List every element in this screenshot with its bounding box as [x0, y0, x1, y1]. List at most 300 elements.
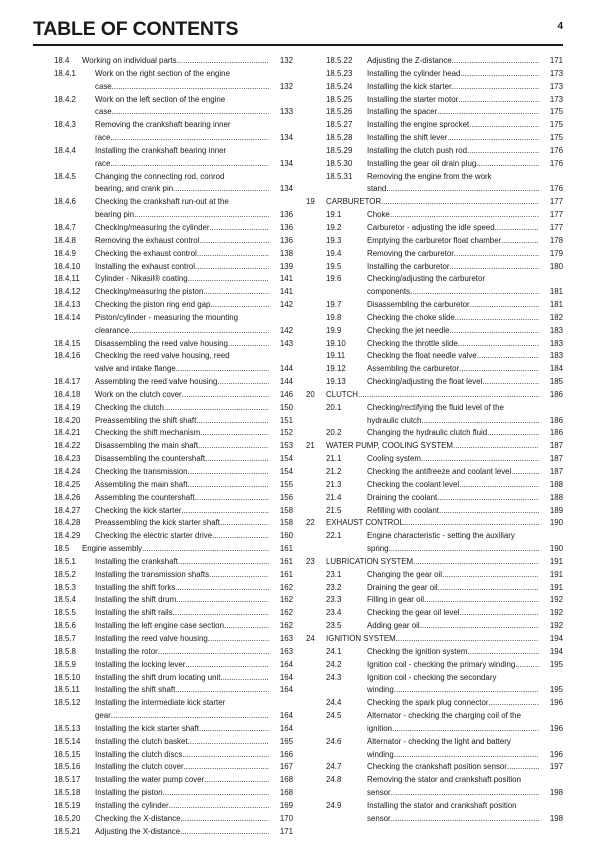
toc-entry[interactable]	[54, 569, 293, 582]
toc-entry[interactable]	[54, 826, 293, 839]
toc-entry[interactable]	[306, 235, 563, 248]
toc-entry[interactable]	[54, 479, 293, 492]
toc-entry-title: Choke	[367, 210, 390, 220]
toc-entry[interactable]	[54, 697, 293, 723]
toc-entry-page: 151	[279, 415, 293, 425]
toc-entry-page: 153	[279, 441, 293, 451]
toc-dot-leader	[437, 492, 539, 505]
toc-entry[interactable]	[54, 68, 293, 94]
toc-entry-title: Installing the intermediate kick starter	[95, 698, 226, 708]
toc-entry-page: 177	[549, 222, 563, 232]
toc-entry[interactable]	[306, 402, 563, 428]
toc-entry-title: EXHAUST CONTROL	[326, 518, 404, 528]
toc-entry[interactable]	[54, 672, 293, 685]
toc-entry-page: 187	[549, 441, 563, 451]
toc-dot-leader	[158, 646, 269, 659]
toc-entry-page: 171	[549, 56, 563, 65]
toc-entry-number: 24.7	[326, 762, 342, 772]
toc-entry-page: 136	[279, 235, 293, 245]
toc-entry-title: case	[95, 107, 112, 117]
toc-entry[interactable]	[54, 171, 293, 197]
toc-entry-number: 18.5.2	[54, 569, 76, 579]
toc-entry-title: Installing the clutch discs	[95, 749, 183, 759]
toc-entry[interactable]	[306, 582, 563, 595]
toc-entry-page: 133	[279, 107, 293, 117]
toc-entry-page: 141	[279, 274, 293, 284]
toc-entry[interactable]	[306, 427, 563, 440]
toc-entry-number: 18.4.24	[54, 467, 81, 476]
toc-entry[interactable]	[54, 119, 293, 145]
toc-entry[interactable]	[306, 800, 563, 826]
toc-entry[interactable]	[54, 389, 293, 402]
toc-dot-leader	[489, 697, 540, 710]
toc-entry[interactable]	[306, 106, 563, 119]
toc-entry[interactable]	[306, 517, 563, 530]
toc-entry[interactable]	[54, 145, 293, 171]
toc-entry[interactable]	[306, 171, 563, 197]
toc-entry[interactable]	[54, 440, 293, 453]
toc-entry-page: 146	[279, 389, 293, 399]
toc-entry-number: 23.2	[326, 582, 342, 592]
toc-entry[interactable]	[306, 132, 563, 145]
toc-entry-page: 170	[279, 813, 293, 823]
toc-entry[interactable]	[306, 273, 563, 299]
toc-entry[interactable]	[306, 569, 563, 582]
toc-entry-title: Installing the crankshaft bearing inner	[95, 145, 227, 155]
toc-dot-leader	[391, 813, 539, 826]
toc-entry-number: 18.5.17	[54, 775, 81, 785]
toc-entry[interactable]	[306, 672, 563, 698]
toc-entry-title: Engine characteristic - setting the auxiliary	[367, 531, 515, 541]
toc-entry-title: WATER PUMP, COOLING SYSTEM	[326, 441, 453, 451]
toc-entry[interactable]	[306, 505, 563, 518]
toc-entry-title: Installing the clutch cover	[95, 762, 184, 772]
toc-entry[interactable]	[306, 312, 563, 325]
toc-entry[interactable]	[54, 607, 293, 620]
toc-entry-page: 190	[549, 544, 563, 554]
toc-entry[interactable]	[306, 158, 563, 171]
toc-entry-title: Work on the clutch cover	[95, 389, 182, 399]
toc-entry[interactable]	[306, 761, 563, 774]
toc-entry-number: 18.5.26	[326, 107, 353, 117]
toc-dot-leader	[386, 183, 539, 196]
toc-entry[interactable]	[54, 813, 293, 826]
toc-entry-number: 19.1	[326, 210, 342, 220]
toc-dot-leader	[111, 710, 269, 723]
toc-entry-page: 194	[549, 633, 563, 643]
toc-entry[interactable]	[306, 466, 563, 479]
toc-entry-title: Cooling system	[367, 454, 421, 464]
toc-entry[interactable]	[306, 620, 563, 633]
toc-entry[interactable]	[54, 505, 293, 518]
toc-entry-title: Checking the choke slide	[367, 312, 455, 322]
toc-entry-number: 19.5	[326, 261, 342, 271]
toc-entry-title: Checking the ignition system	[367, 646, 468, 656]
toc-entry-number: 20.1	[326, 402, 342, 412]
toc-entry[interactable]	[54, 761, 293, 774]
page-header	[33, 18, 563, 44]
toc-entry[interactable]	[306, 774, 563, 800]
toc-entry[interactable]	[306, 492, 563, 505]
toc-entry-title: Checking/measuring the cylinder	[95, 222, 210, 232]
toc-entry-title: Assembling the reed valve housing	[95, 377, 218, 387]
toc-entry-number: 18.5.5	[54, 608, 76, 618]
toc-entry-page: 164	[279, 659, 293, 669]
toc-entry[interactable]	[306, 440, 563, 453]
toc-entry[interactable]	[54, 338, 293, 351]
toc-entry[interactable]	[54, 94, 293, 120]
toc-entry-title: Installing the kick starter shaft	[95, 723, 199, 733]
toc-entry-page: 195	[549, 685, 563, 695]
toc-entry-page: 167	[279, 762, 293, 772]
toc-entry[interactable]	[306, 633, 563, 646]
toc-entry-title: sensor	[367, 788, 391, 798]
toc-entry[interactable]	[306, 248, 563, 261]
toc-entry[interactable]	[306, 363, 563, 376]
toc-entry-page: 152	[279, 428, 293, 438]
toc-entry[interactable]	[306, 338, 563, 351]
toc-entry[interactable]	[306, 55, 563, 68]
toc-entry[interactable]	[306, 94, 563, 107]
toc-entry[interactable]	[54, 273, 293, 286]
toc-entry-page: 138	[279, 248, 293, 258]
toc-entry[interactable]	[54, 774, 293, 787]
toc-entry-page: 188	[549, 492, 563, 502]
toc-entry-number: 19.7	[326, 300, 342, 310]
toc-entry-page: 178	[549, 235, 563, 245]
toc-entry-page: 161	[279, 556, 293, 566]
toc-entry-page: 176	[549, 158, 563, 168]
toc-entry-page: 197	[549, 762, 563, 772]
toc-entry-number: 19.3	[326, 235, 342, 245]
toc-entry[interactable]	[54, 196, 293, 222]
toc-entry[interactable]	[54, 312, 293, 338]
toc-entry-title: Installing the shift lever	[367, 133, 448, 143]
toc-entry-number: 18.5.12	[54, 698, 81, 708]
toc-entry-page: 191	[549, 556, 563, 566]
toc-entry-title: Installing the rotor	[95, 646, 158, 656]
toc-entry[interactable]	[54, 427, 293, 440]
toc-entry-title: Checking the crankshaft run-out at the	[95, 197, 229, 207]
toc-entry[interactable]	[306, 607, 563, 620]
toc-entry-number: 20	[306, 389, 315, 399]
toc-dot-leader	[421, 415, 539, 428]
toc-entry[interactable]	[306, 209, 563, 222]
toc-dot-leader	[421, 453, 539, 466]
toc-entry[interactable]	[306, 594, 563, 607]
toc-entry-number: 22.1	[326, 531, 342, 541]
toc-dot-leader	[110, 158, 269, 171]
toc-entry-number: 18.4.10	[54, 261, 81, 271]
toc-entry-page: 175	[549, 107, 563, 117]
toc-entry-title: Removing the crankshaft bearing inner	[95, 120, 231, 130]
toc-entry[interactable]	[54, 299, 293, 312]
toc-entry-title: Checking the kick starter	[95, 505, 182, 515]
toc-entry[interactable]	[306, 68, 563, 81]
toc-entry[interactable]	[54, 492, 293, 505]
toc-entry[interactable]	[54, 787, 293, 800]
toc-dot-leader	[482, 376, 539, 389]
toc-entry-page: 168	[279, 788, 293, 798]
toc-dot-leader	[392, 723, 539, 736]
toc-entry[interactable]	[306, 350, 563, 363]
toc-entry[interactable]	[54, 453, 293, 466]
toc-entry-page: 162	[279, 595, 293, 605]
toc-entry-title: Installing the exhaust control	[95, 261, 196, 271]
toc-dot-leader	[178, 556, 269, 569]
toc-entry[interactable]	[54, 517, 293, 530]
toc-entry-page: 195	[549, 659, 563, 669]
toc-dot-leader	[208, 633, 269, 646]
toc-dot-leader	[198, 440, 269, 453]
toc-entry-number: 21	[306, 441, 315, 451]
toc-entry[interactable]	[54, 55, 293, 68]
toc-entry-title: Installing the spacer	[367, 107, 438, 117]
toc-entry[interactable]	[54, 594, 293, 607]
toc-entry[interactable]	[54, 684, 293, 697]
toc-entry-number: 18.4.16	[54, 351, 81, 361]
toc-entry[interactable]	[54, 222, 293, 235]
toc-entry-title: bearing pin	[95, 210, 135, 220]
toc-entry-number: 18.5.1	[54, 556, 76, 566]
toc-entry[interactable]	[54, 261, 293, 274]
toc-entry-title: Installing the shift drum	[95, 595, 177, 605]
toc-entry[interactable]	[306, 261, 563, 274]
toc-dot-leader	[210, 299, 269, 312]
toc-entry[interactable]	[306, 710, 563, 736]
toc-entry-page: 188	[549, 479, 563, 489]
toc-entry[interactable]	[306, 119, 563, 132]
toc-entry-title: Piston/cylinder - measuring the mounting	[95, 312, 238, 322]
toc-entry-title: Checking the exhaust control	[95, 248, 197, 258]
toc-dot-leader	[420, 620, 539, 633]
toc-entry-number: 18.4.12	[54, 287, 81, 297]
toc-dot-leader	[391, 787, 539, 800]
toc-entry-title: Installing the starter motor	[367, 94, 459, 104]
toc-entry-page: 132	[279, 81, 293, 91]
toc-entry-title: Work on the right section of the engine	[95, 68, 230, 78]
toc-entry[interactable]	[54, 749, 293, 762]
toc-entry-page: 173	[549, 68, 563, 78]
toc-entry[interactable]	[54, 466, 293, 479]
toc-dot-leader	[460, 607, 539, 620]
toc-entry-title: Draining the gear oil	[367, 582, 438, 592]
toc-dot-leader	[129, 325, 269, 338]
toc-entry[interactable]	[306, 646, 563, 659]
toc-entry-title: Checking the gear oil level	[367, 608, 460, 618]
toc-entry-title: components	[367, 287, 410, 297]
toc-entry-number: 18.5.11	[54, 685, 80, 695]
toc-entry[interactable]	[306, 81, 563, 94]
toc-entry[interactable]	[54, 633, 293, 646]
toc-entry-page: 156	[279, 492, 293, 502]
toc-entry-title: Checking the spark plug connector	[367, 698, 489, 708]
toc-entry-page: 150	[279, 402, 293, 412]
toc-entry[interactable]	[306, 736, 563, 762]
toc-dot-leader	[455, 312, 539, 325]
toc-entry[interactable]	[306, 453, 563, 466]
toc-entry[interactable]	[306, 196, 563, 209]
toc-entry-number: 24.8	[326, 775, 342, 785]
toc-entry-title: Engine assembly	[82, 544, 143, 554]
toc-entry-title: Disassembling the carburetor	[367, 300, 470, 310]
toc-entry-title: gear	[95, 711, 111, 721]
toc-dot-leader	[467, 646, 539, 659]
toc-entry[interactable]	[306, 530, 563, 556]
toc-dot-leader	[142, 543, 269, 556]
toc-entry-title: Assembling the countershaft	[95, 492, 195, 502]
toc-entry-page: 180	[549, 261, 563, 271]
toc-dot-leader	[185, 659, 269, 672]
toc-entry-page: 171	[279, 826, 293, 836]
toc-entry-title: winding	[367, 749, 394, 759]
toc-entry-title: winding	[367, 685, 394, 695]
toc-entry-title: Checking/adjusting the float level	[367, 377, 483, 387]
toc-entry-title: Working on individual parts	[82, 56, 177, 65]
toc-dot-leader	[175, 684, 269, 697]
toc-entry-number: 18.4.25	[54, 479, 81, 489]
toc-entry-page: 196	[549, 698, 563, 708]
page-title: TABLE OF CONTENTS	[33, 18, 239, 40]
toc-entry[interactable]	[306, 299, 563, 312]
toc-entry-title: Installing the piston	[95, 788, 163, 798]
toc-entry-title: Installing the reed valve housing	[95, 633, 208, 643]
toc-dot-leader	[184, 761, 269, 774]
toc-entry[interactable]	[306, 659, 563, 672]
toc-entry[interactable]	[306, 222, 563, 235]
toc-dot-leader	[205, 453, 269, 466]
toc-dot-leader	[188, 479, 269, 492]
toc-entry-number: 22	[306, 518, 315, 528]
toc-entry-number: 18.5.22	[326, 56, 353, 65]
toc-entry-number: 24.9	[326, 800, 342, 810]
toc-entry[interactable]	[54, 376, 293, 389]
toc-entry-number: 18.4.13	[54, 300, 81, 310]
toc-entry-title: Checking the clutch	[95, 402, 164, 412]
toc-entry-title: Adjusting the X-distance	[95, 826, 181, 836]
toc-entry-number: 18.5.19	[54, 800, 81, 810]
toc-dot-leader	[169, 800, 269, 813]
toc-entry[interactable]	[54, 582, 293, 595]
toc-entry-title: race	[95, 133, 111, 143]
toc-dot-leader	[511, 466, 539, 479]
toc-entry-title: Work on the left section of the engine	[95, 94, 226, 104]
toc-dot-leader	[439, 505, 539, 518]
toc-dot-leader	[197, 248, 269, 261]
toc-entry[interactable]	[54, 415, 293, 428]
toc-dot-leader	[188, 273, 269, 286]
toc-entry-title: Checking the crankshaft position sensor	[367, 762, 507, 772]
toc-entry-title: Disassembling the countershaft	[95, 454, 206, 464]
toc-entry-page: 155	[279, 479, 293, 489]
toc-entry-title: Installing the gear oil drain plug	[367, 158, 477, 168]
toc-entry[interactable]	[54, 530, 293, 543]
toc-entry[interactable]	[54, 723, 293, 736]
toc-entry-number: 18.5.21	[54, 826, 81, 836]
toc-entry-title: Checking/measuring the piston	[95, 287, 204, 297]
toc-entry-number: 24.1	[326, 646, 342, 656]
toc-entry-number: 21.4	[326, 492, 342, 502]
toc-entry-number: 18.4.20	[54, 415, 81, 425]
toc-dot-leader	[396, 633, 539, 646]
toc-dot-leader	[458, 338, 539, 351]
toc-entry[interactable]	[54, 543, 293, 556]
toc-entry-title: Installing the shift shaft	[95, 685, 176, 695]
toc-dot-leader	[458, 94, 539, 107]
toc-entry-number: 18.5.18	[54, 788, 81, 798]
toc-dot-leader	[180, 826, 269, 839]
toc-entry-number: 18.4.5	[54, 171, 76, 181]
toc-entry-page: 179	[549, 248, 563, 258]
toc-dot-leader	[209, 569, 269, 582]
toc-entry[interactable]	[54, 286, 293, 299]
toc-entry-number: 18.4.14	[54, 312, 81, 322]
toc-entry[interactable]	[306, 376, 563, 389]
toc-entry-title: Emptying the carburetor float chamber	[367, 235, 502, 245]
toc-entry-page: 161	[279, 544, 293, 554]
toc-dot-leader	[413, 556, 539, 569]
toc-entry[interactable]	[306, 479, 563, 492]
toc-entry[interactable]	[306, 389, 563, 402]
toc-entry[interactable]	[54, 248, 293, 261]
toc-entry-page: 168	[279, 775, 293, 785]
toc-entry-number: 19	[306, 197, 315, 207]
toc-dot-leader	[212, 530, 269, 543]
toc-entry-page: 141	[279, 287, 293, 297]
toc-entry-page: 181	[549, 287, 563, 297]
toc-entry-number: 18.4.15	[54, 338, 81, 348]
toc-entry-title: Removing the engine from the work	[367, 171, 492, 181]
toc-entry-page: 160	[279, 531, 293, 541]
toc-dot-leader	[196, 415, 269, 428]
toc-entry[interactable]	[306, 556, 563, 569]
toc-entry[interactable]	[54, 402, 293, 415]
toc-entry-number: 18.5.15	[54, 749, 81, 759]
toc-entry-page: 134	[279, 184, 293, 194]
toc-entry[interactable]	[54, 659, 293, 672]
toc-entry-number: 18.4.9	[54, 248, 76, 258]
toc-entry[interactable]	[54, 350, 293, 376]
toc-entry[interactable]	[54, 646, 293, 659]
toc-entry-number: 18.4.18	[54, 389, 81, 399]
toc-entry[interactable]	[54, 800, 293, 813]
toc-entry-number: 18.4.11	[54, 274, 80, 284]
toc-dot-leader	[449, 261, 539, 274]
toc-entry[interactable]	[306, 697, 563, 710]
toc-entry-number: 19.13	[326, 377, 346, 387]
toc-entry-title: sensor	[367, 813, 391, 823]
toc-entry-page: 183	[549, 338, 563, 348]
toc-entry-number: 18.5.27	[326, 120, 353, 130]
toc-entry-page: 165	[279, 736, 293, 746]
toc-column-right	[306, 55, 563, 826]
toc-dot-leader	[389, 543, 540, 556]
toc-entry[interactable]	[306, 325, 563, 338]
toc-entry[interactable]	[54, 235, 293, 248]
toc-entry-number: 21.3	[326, 479, 342, 489]
toc-entry-number: 18.5.24	[326, 81, 353, 91]
toc-entry[interactable]	[54, 556, 293, 569]
toc-entry-title: case	[95, 81, 112, 91]
toc-dot-leader	[195, 492, 269, 505]
toc-entry[interactable]	[54, 620, 293, 633]
toc-entry-title: Checking/rectifying the fluid level of the	[367, 402, 504, 412]
toc-entry[interactable]	[54, 736, 293, 749]
toc-entry-page: 173	[549, 81, 563, 91]
toc-entry[interactable]	[306, 145, 563, 158]
toc-entry-title: Disassembling the reed valve housing	[95, 338, 228, 348]
toc-entry-page: 182	[549, 312, 563, 322]
